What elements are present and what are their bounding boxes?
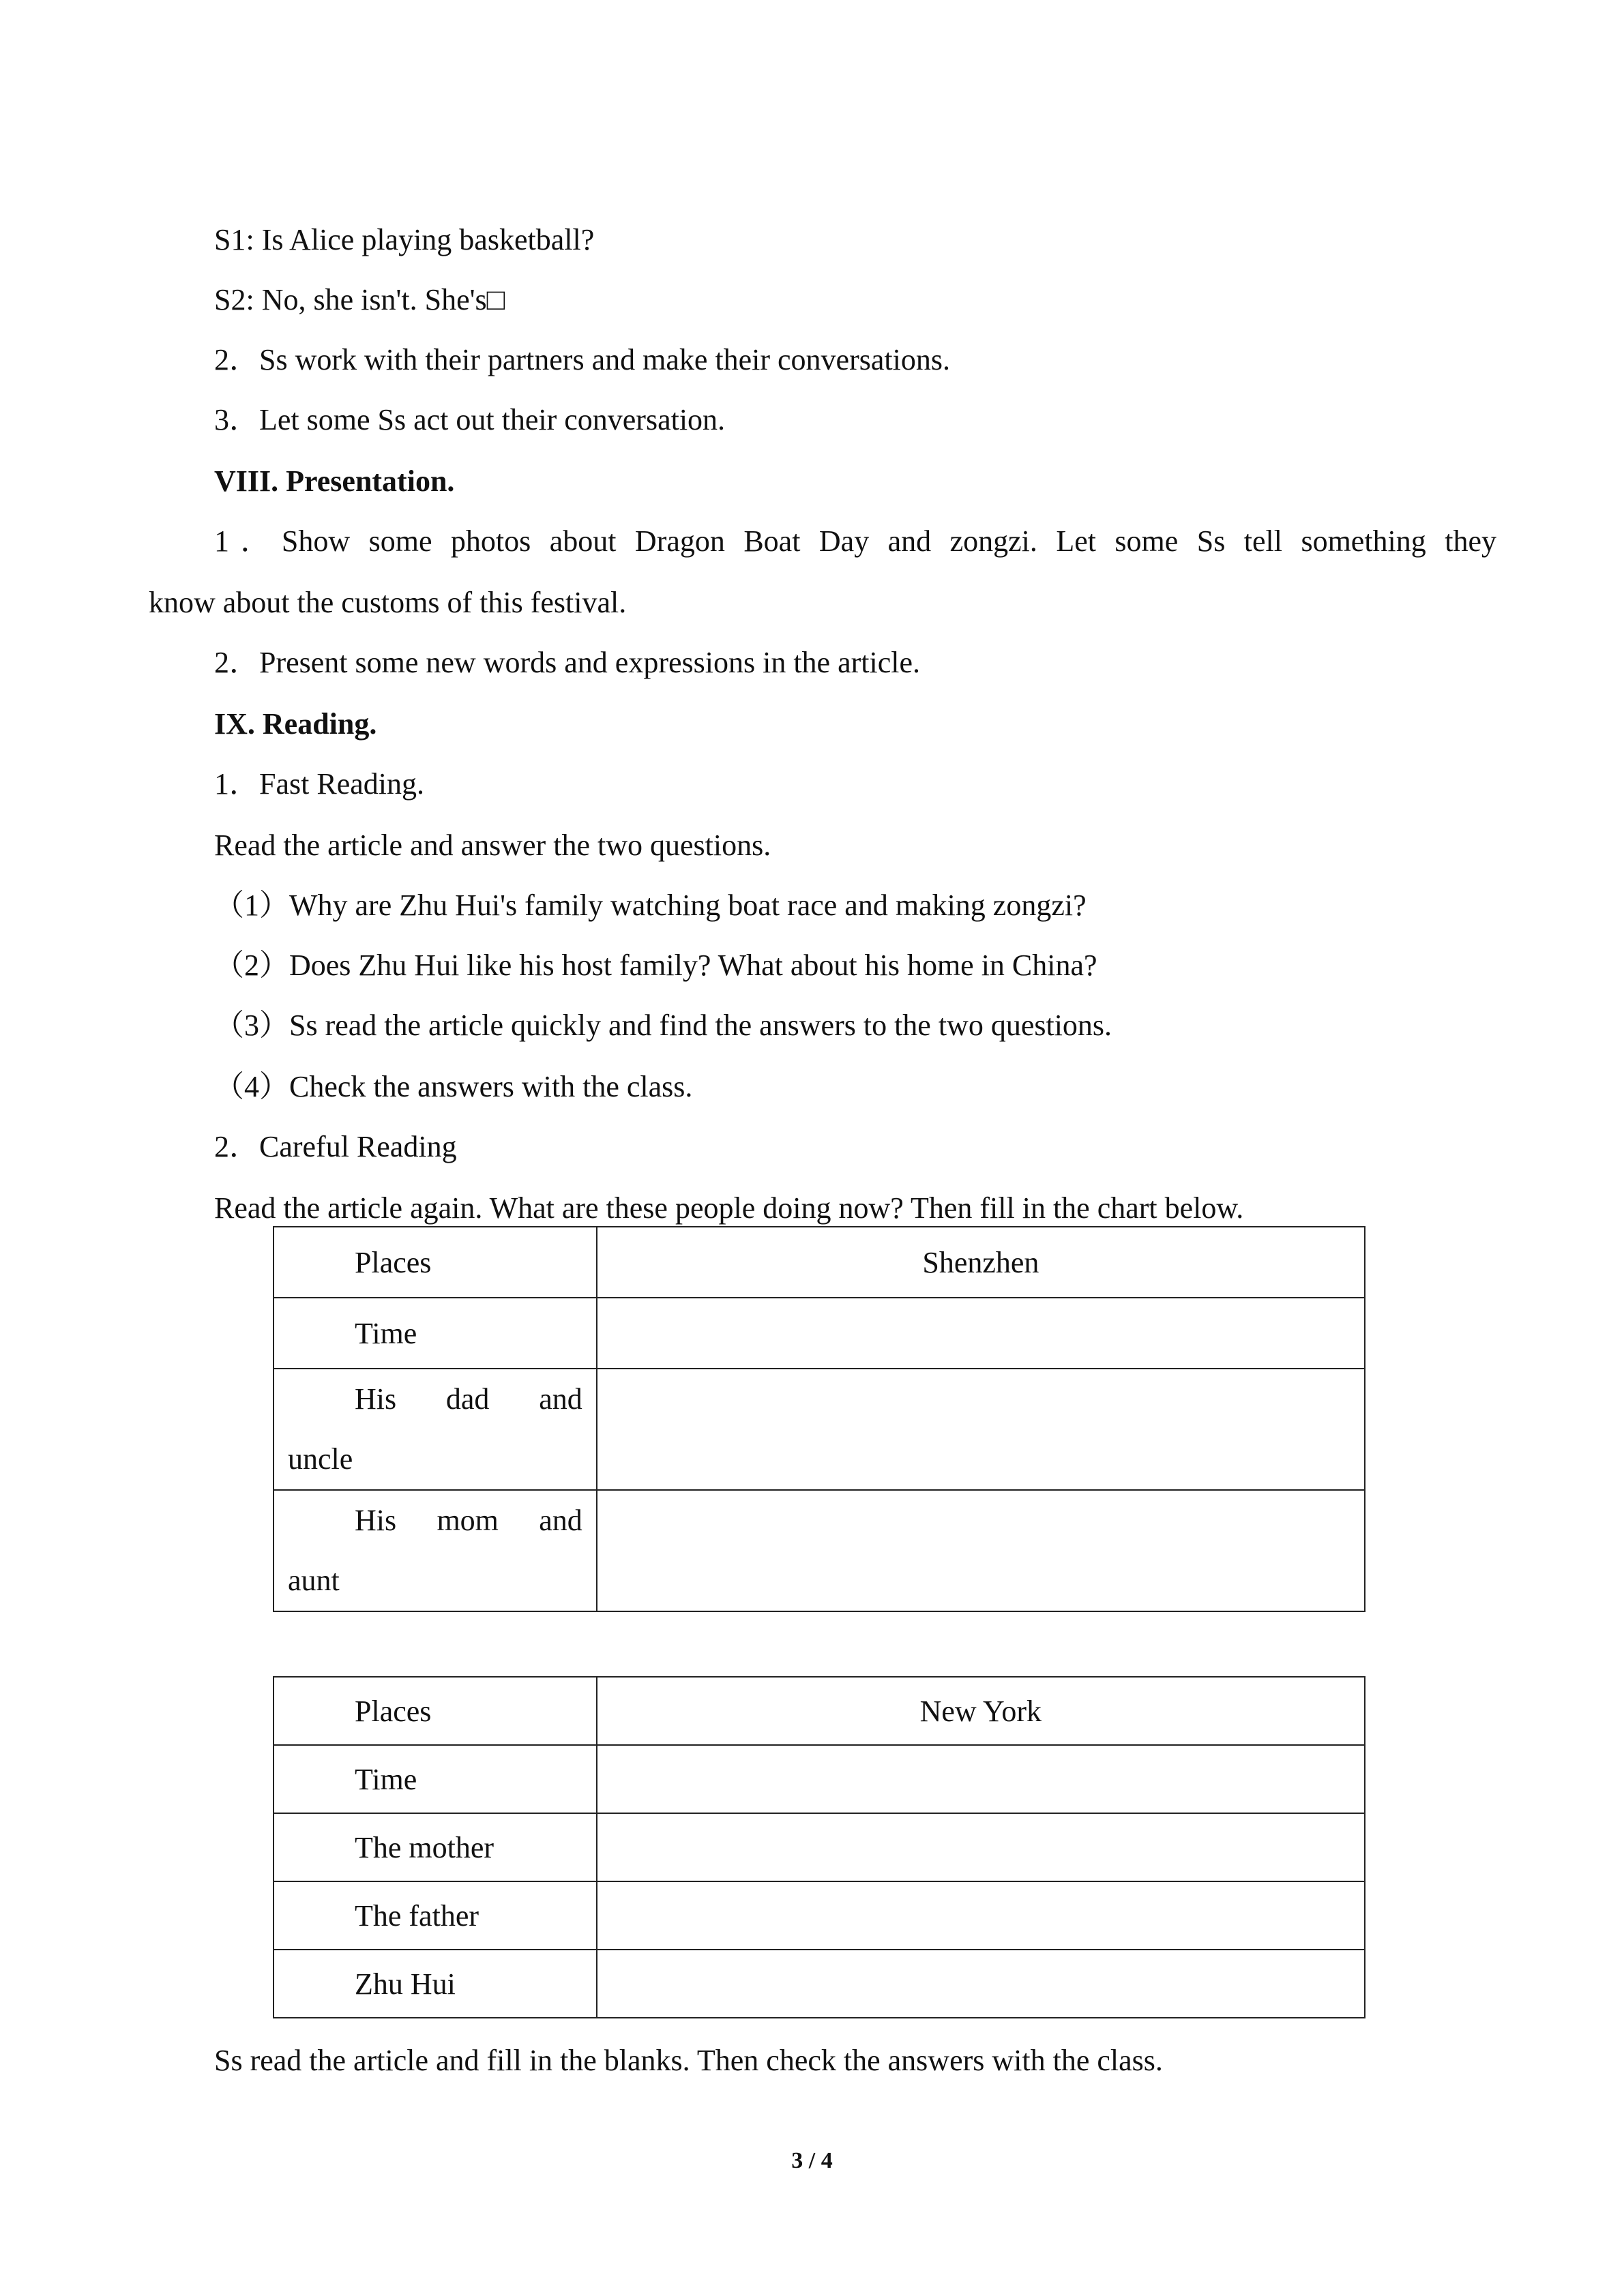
reading-item-2: 2．Careful Reading [214, 1130, 457, 1163]
table-header-label: Places [274, 1227, 597, 1298]
step-item-3: 3．Let some Ss act out their conversation. [214, 403, 726, 436]
table-header-value: New York [597, 1677, 1365, 1745]
word: His [355, 1504, 397, 1537]
question-2: （2）Does Zhu Hui like his host family? What about his home in China? [214, 949, 1097, 982]
table-header-value: Shenzhen [597, 1227, 1365, 1298]
blank-cell [597, 1745, 1365, 1813]
step-item-2: 2．Ss work with their partners and make their conversations. [214, 343, 950, 376]
presentation-item-1-line1: 1．Show some photos about Dragon Boat Day and zongzi. Let some Ss tell something they [214, 524, 1496, 558]
blank-cell [597, 1490, 1365, 1611]
reading-instruction: Read the article and answer the two questions. [214, 829, 771, 862]
dialogue-line-s2: S2: No, she isn't. She's□ [214, 283, 505, 316]
row-label-zhu-hui: Zhu Hui [274, 1950, 597, 2018]
newyork-table [273, 1676, 1365, 2018]
page-number: 3 / 4 [791, 2148, 833, 2173]
blank-cell [597, 1813, 1365, 1881]
shenzhen-table [273, 1226, 1365, 1612]
dialogue-line-s1: S1: Is Alice playing basketball? [214, 223, 595, 256]
careful-reading-instruction: Read the article again. What are these people doing now? Then fill in the chart below. [214, 1191, 1244, 1225]
row-label-father: The father [274, 1881, 597, 1950]
table-header-label: Places [274, 1677, 597, 1745]
section-heading-reading: IX. Reading. [214, 707, 377, 741]
word: mom [437, 1504, 499, 1537]
section-heading-presentation: VIII. Presentation. [214, 464, 455, 498]
row-label-time: Time [274, 1745, 597, 1813]
blank-cell [597, 1298, 1365, 1369]
word: and [539, 1382, 582, 1416]
word: and [539, 1504, 582, 1537]
question-1: （1）Why are Zhu Hui's family watching boat race and making zongzi? [214, 889, 1087, 922]
row-label-mom-aunt [274, 1490, 597, 1611]
blank-cell [597, 1881, 1365, 1950]
wrapped-word: aunt [288, 1564, 340, 1597]
row-label-dad-uncle [274, 1369, 597, 1490]
question-3: （3）Ss read the article quickly and find the answers to the two questions. [214, 1009, 1112, 1042]
word: His [355, 1382, 397, 1416]
closing-instruction: Ss read the article and fill in the blanks. Then check the answers with the class. [214, 2044, 1163, 2077]
row-label-time: Time [274, 1298, 597, 1369]
presentation-item-1-line2: know about the customs of this festival. [149, 586, 627, 619]
wrapped-word: uncle [288, 1442, 353, 1476]
blank-cell [597, 1950, 1365, 2018]
presentation-item-2: 2．Present some new words and expressions in the article. [214, 646, 920, 679]
word: dad [445, 1382, 490, 1416]
row-label-mother: The mother [274, 1813, 597, 1881]
reading-item-1: 1．Fast Reading. [214, 767, 424, 801]
question-4: （4）Check the answers with the class. [214, 1070, 693, 1103]
blank-cell [597, 1369, 1365, 1490]
